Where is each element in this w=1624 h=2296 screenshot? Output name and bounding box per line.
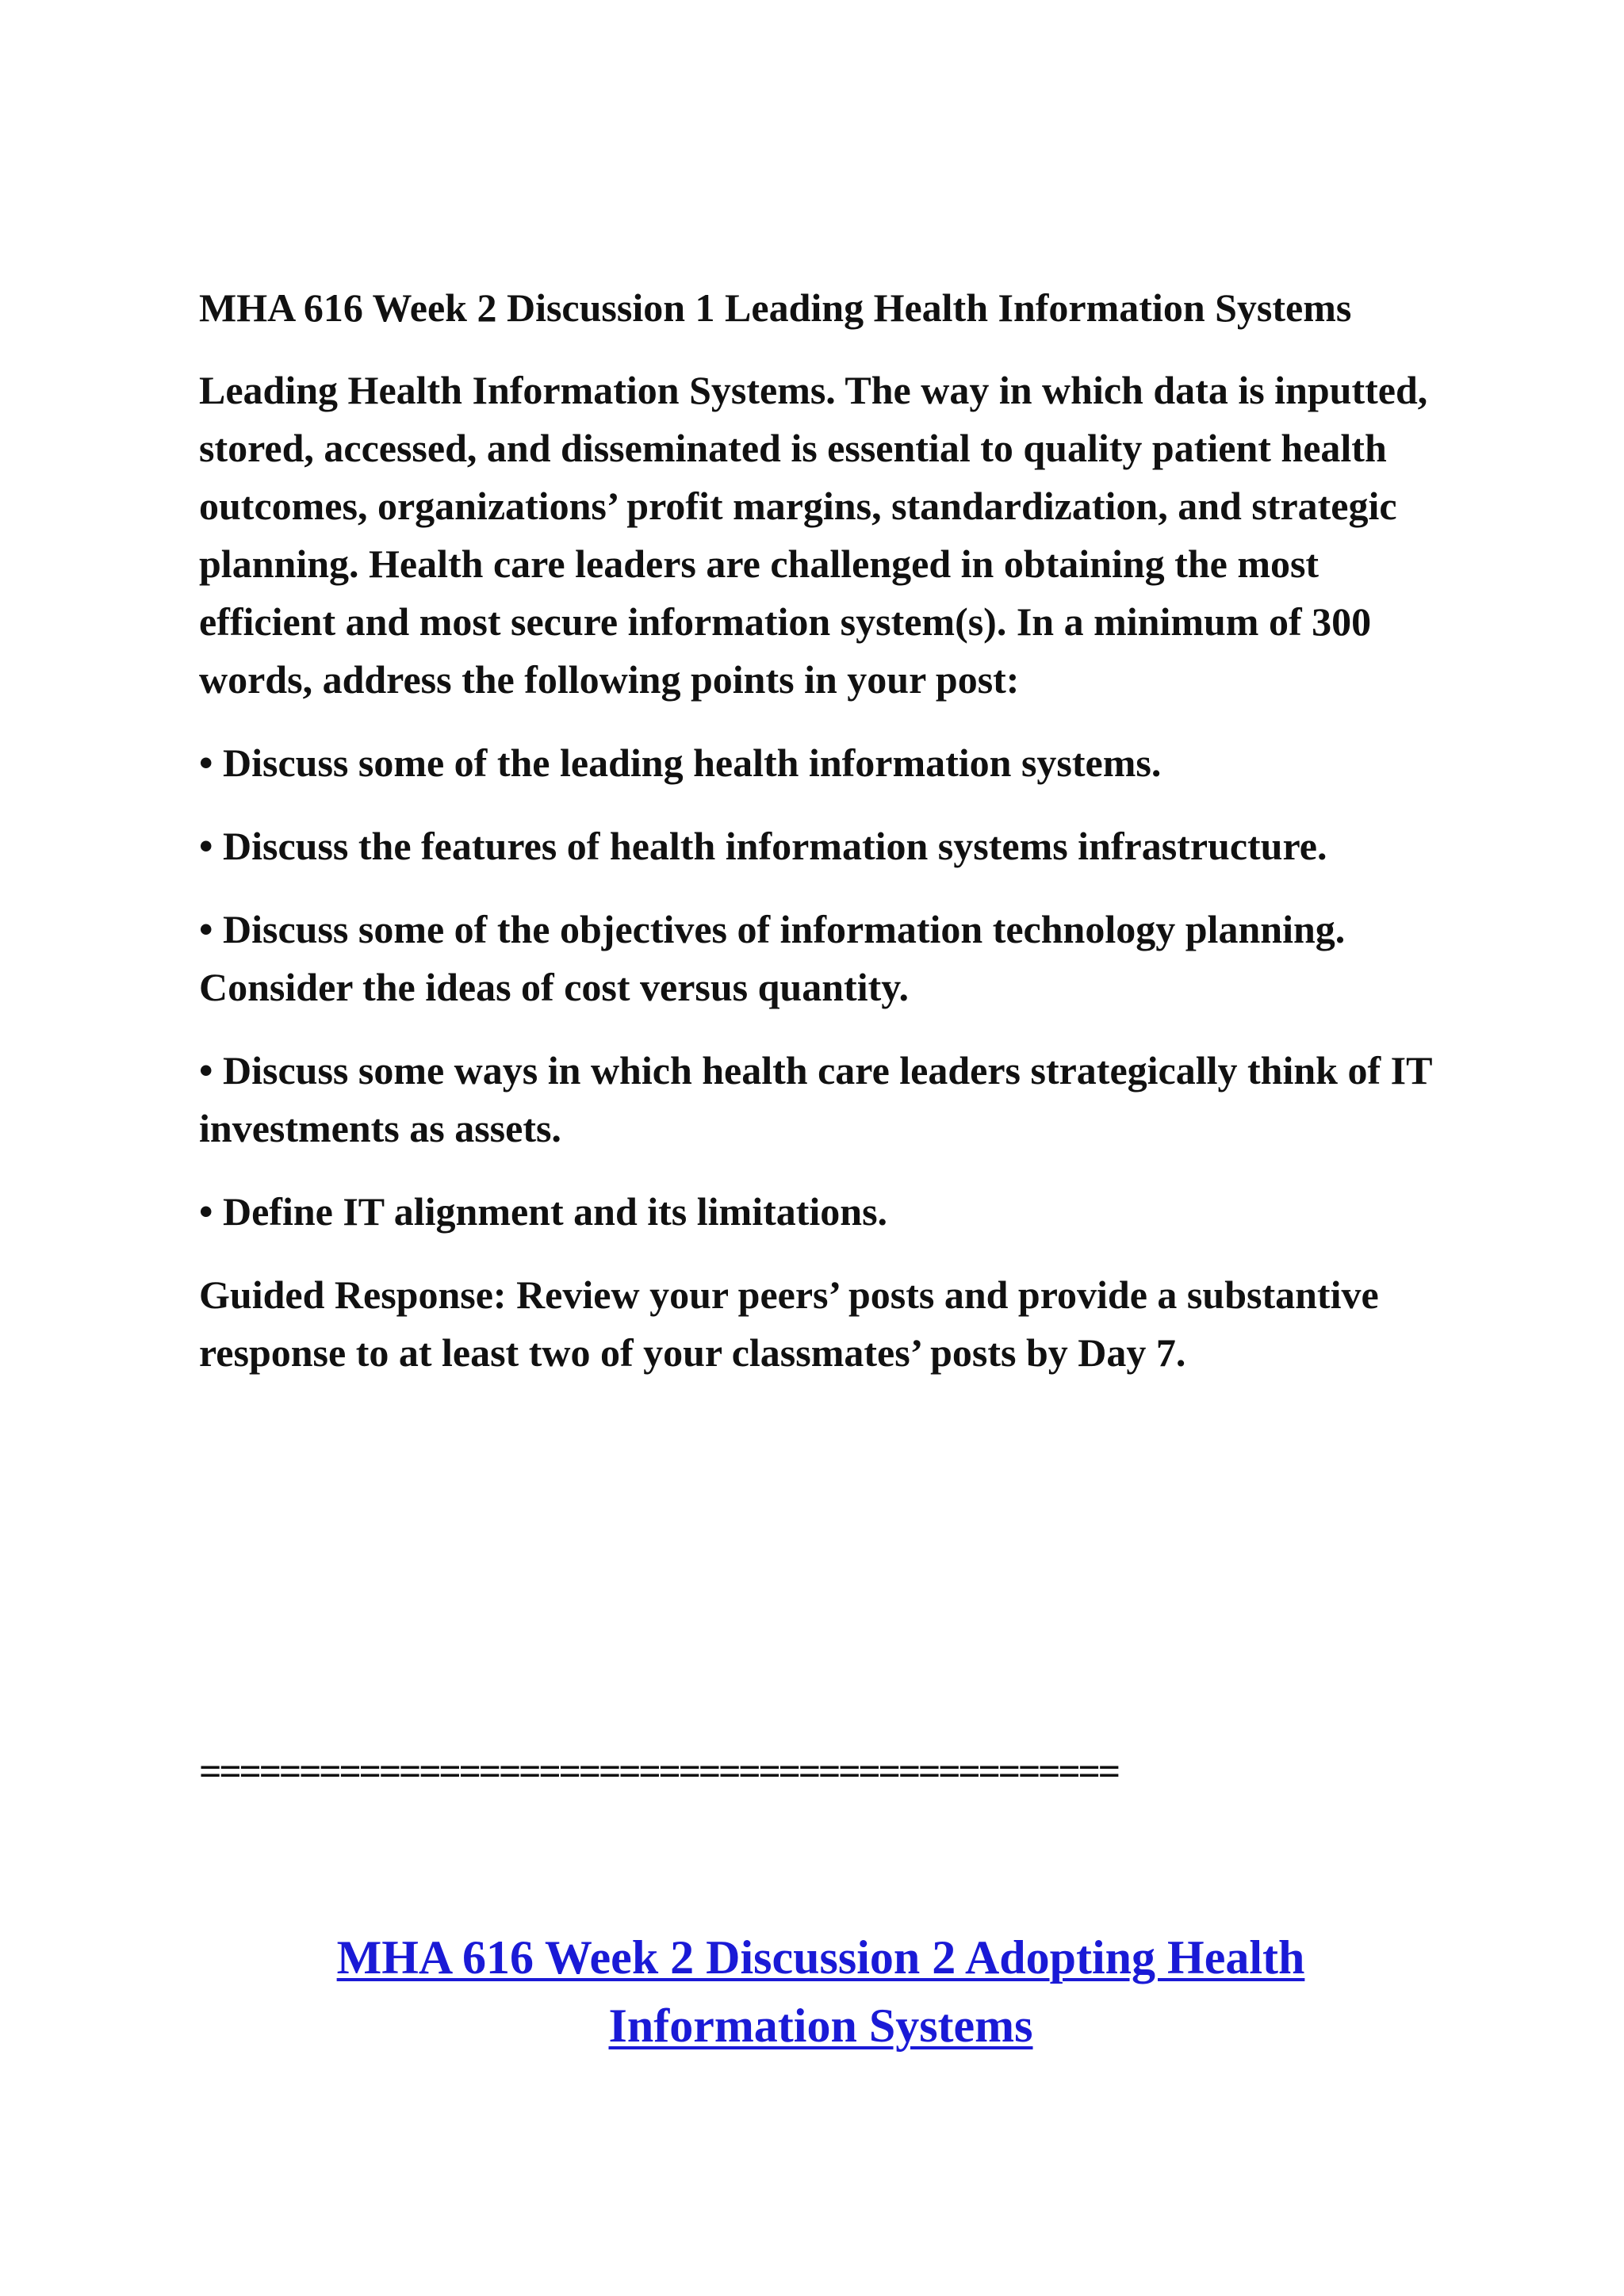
document-body bbox=[199, 279, 1436, 1407]
discussion-title: MHA 616 Week 2 Discussion 1 Leading Health Information Systems bbox=[199, 285, 1352, 330]
section-separator: ============================================== bbox=[199, 1749, 1118, 1793]
bullet-point-4: • Discuss some ways in which health care leaders strategically think of IT investments as assets. bbox=[199, 1048, 1432, 1150]
bullet-point-3: • Discuss some of the objectives of information technology planning. Consider the ideas of cost versus quantity. bbox=[199, 907, 1346, 1009]
bullet-point-5: • Define IT alignment and its limitations. bbox=[199, 1189, 888, 1234]
discussion-intro: Leading Health Information Systems. The way in which data is inputted, stored, accessed, and disseminated is essential to quality patient health outcomes, organizations’ profit margins, standardization, and strategic planning. Health care leaders are challenged in obtaining the most efficient and most secure information system(s). In a minimum of 300 words, address the following points in your post: bbox=[199, 368, 1428, 702]
bullet-point-2: • Discuss the features of health information systems infrastructure. bbox=[199, 824, 1327, 868]
next-discussion-link[interactable]: MHA 616 Week 2 Discussion 2 Adopting Health Information Systems bbox=[336, 1931, 1305, 2052]
guided-response: Guided Response: Review your peers’ posts and provide a substantive response to at least two of your classmates’ posts by Day 7. bbox=[199, 1272, 1379, 1375]
bullet-point-1: • Discuss some of the leading health information systems. bbox=[199, 740, 1162, 785]
next-discussion-link-block bbox=[238, 1923, 1404, 2060]
